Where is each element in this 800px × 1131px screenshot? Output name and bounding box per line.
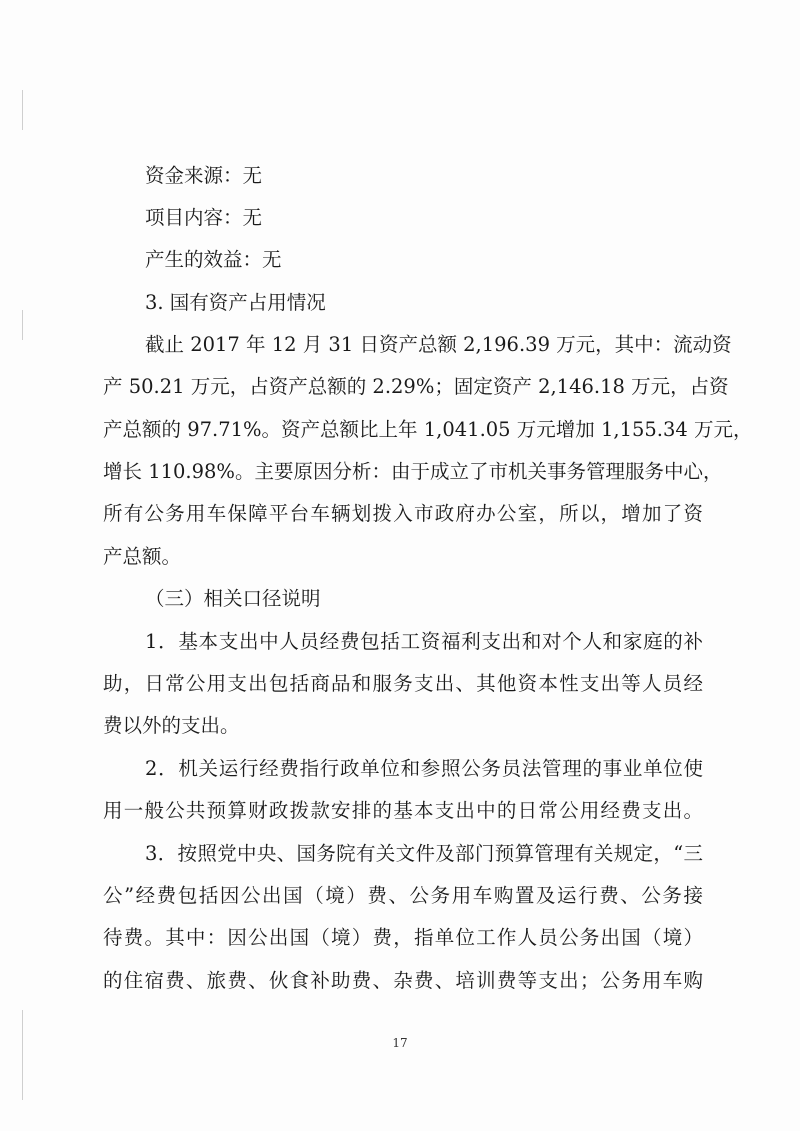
paragraph-line: 的住宿费、旅费、伙食补助费、杂费、培训费等支出；公务用车购	[103, 969, 703, 992]
paragraph-line: 1．基本支出中人员经费包括工资福利支出和对个人和家庭的补	[145, 630, 703, 653]
line-benefit: 产生的效益：无	[145, 248, 282, 271]
scan-artifact	[22, 90, 23, 130]
section-heading-state-assets: 3. 国有资产占用情况	[145, 291, 326, 314]
paragraph-line: 3．按照党中央、国务院有关文件及部门预算管理有关规定，“三	[145, 842, 703, 865]
paragraph-line: 助，日常公用支出包括商品和服务支出、其他资本性支出等人员经	[103, 672, 703, 695]
paragraph-line: 产总额。	[103, 545, 182, 568]
paragraph-line: 所有公务用车保障平台车辆划拨入市政府办公室，所以，增加了资	[103, 502, 703, 525]
paragraph-line: 增长 110.98%。主要原因分析：由于成立了市机关事务管理服务中心，	[103, 460, 723, 483]
paragraph-line: 费以外的支出。	[103, 714, 240, 737]
paragraph-line: 产 50.21 万元，占资产总额的 2.29%；固定资产 2,146.18 万元，占资	[103, 375, 729, 398]
scan-artifact	[22, 310, 23, 340]
line-funding-source: 资金来源：无	[145, 164, 263, 187]
paragraph-line: 公”经费包括因公出国（境）费、公务用车购置及运行费、公务接	[103, 884, 703, 907]
paragraph-line: 待费。其中：因公出国（境）费，指单位工作人员公务出国（境）	[103, 926, 703, 949]
paragraph-line: 用一般公共预算财政拨款安排的基本支出中的日常公用经费支出。	[103, 799, 703, 822]
paragraph-line: 产总额的 97.71%。资产总额比上年 1,041.05 万元增加 1,155.34 万元，	[103, 418, 753, 441]
page-number: 17	[392, 1036, 408, 1050]
line-project-content: 项目内容：无	[145, 206, 263, 229]
scan-artifact	[22, 1010, 23, 1100]
section-heading-caliber: （三）相关口径说明	[145, 587, 321, 610]
paragraph-line: 2．机关运行经费指行政单位和参照公务员法管理的事业单位使	[145, 757, 703, 780]
paragraph-line: 截止 2017 年 12 月 31 日资产总额 2,196.39 万元，其中：流动资	[145, 333, 732, 356]
